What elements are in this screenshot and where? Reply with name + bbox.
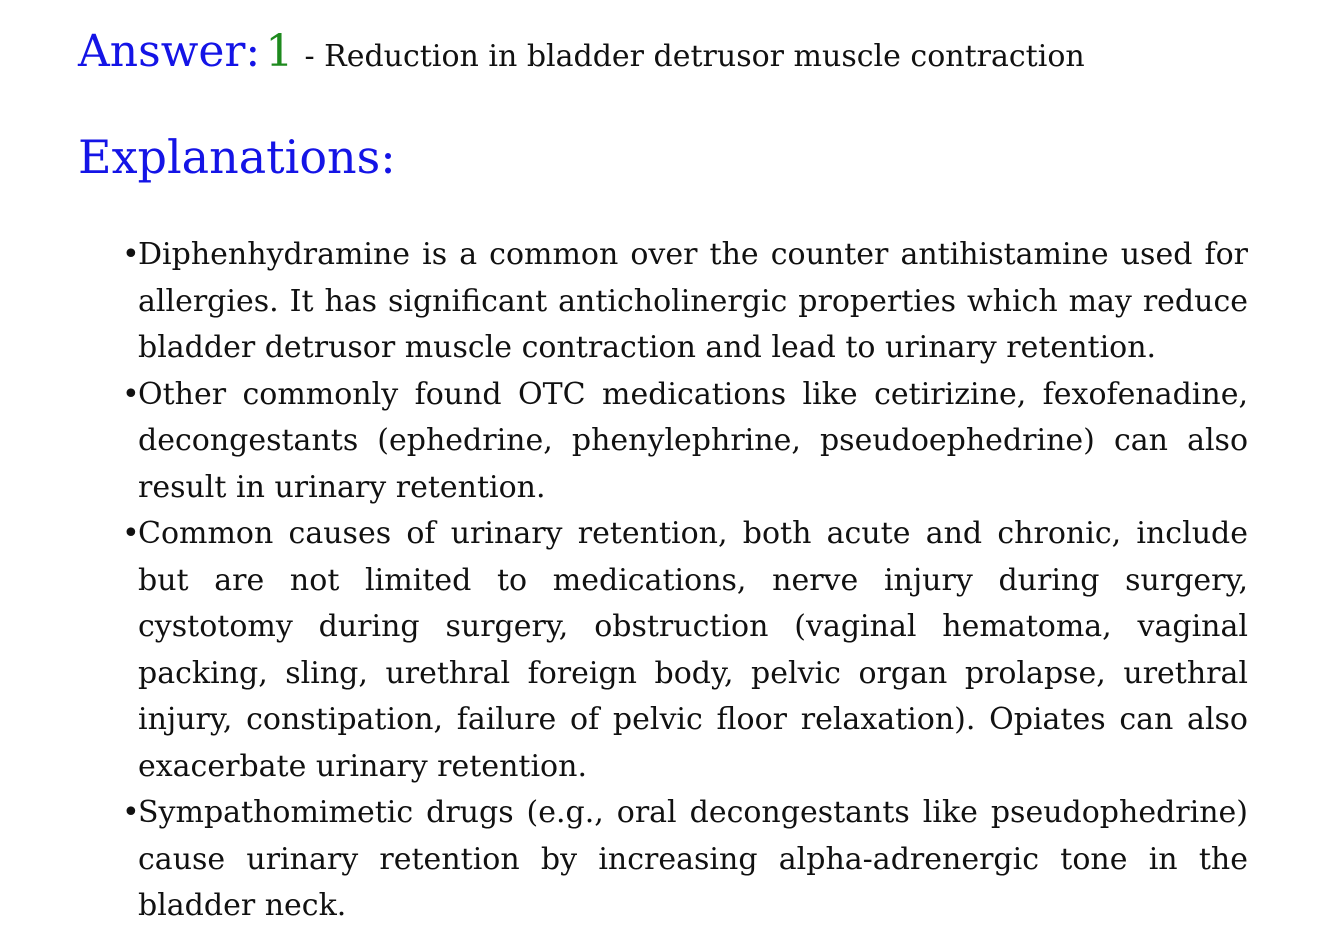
list-item-text: Diphenhydramine is a common over the counter antihistamine used for allergies. It has significant anticholinergic properties which may reduce bladder detrusor muscle contraction and lead to urinary retention. <box>138 237 1248 365</box>
bullet-icon: • <box>122 795 140 830</box>
list-item-text: Sympathomimetic drugs (e.g., oral decongestants like pseudophedrine) cause urinary retention by increasing alpha-adrenergic tone in the bladder neck. <box>138 795 1248 923</box>
answer-text: - Reduction in bladder detrusor muscle contraction <box>304 39 1085 74</box>
list-item <box>122 232 1248 372</box>
bullet-icon: • <box>122 516 140 551</box>
list-item <box>122 372 1248 512</box>
answer-label: Answer: <box>78 26 261 77</box>
answer-line <box>78 26 1085 77</box>
list-item-text: Other commonly found OTC medications like cetirizine, fexofenadine, decongestants (ephedrine, phenylephrine, pseudoephedrine) can also result in urinary retention. <box>138 376 1248 505</box>
list-item-text: Common causes of urinary retention, both acute and chronic, include but are not limited to medications, nerve injury during surgery, cystotomy during surgery, obstruction (vaginal hematoma, vaginal packing, sling, urethral foreign body, pelvic organ prolapse, urethral injury, constipation, failure of pelvic floor relaxation). Opiates can also exacerbate urinary retention. <box>138 516 1248 784</box>
explanations-list <box>122 232 1248 930</box>
list-item <box>122 511 1248 790</box>
list-item <box>122 790 1248 930</box>
answer-number: 1 <box>265 26 294 77</box>
bullet-icon: • <box>122 237 140 272</box>
bullet-icon: • <box>122 376 140 412</box>
explanations-heading: Explanations: <box>78 130 396 184</box>
